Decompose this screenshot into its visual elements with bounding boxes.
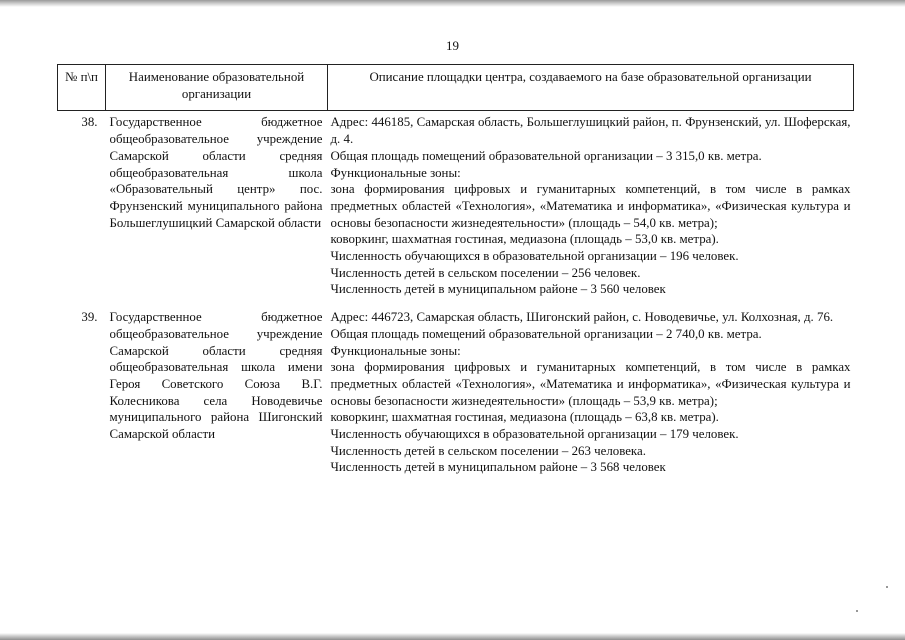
students-count: Численность обучающихся в образовательной организации – 179 человек. <box>330 427 739 442</box>
zones-heading: Функциональные зоны: <box>330 343 461 358</box>
organization-name: Государственное бюджетное общеобразовательное учреждение Самарской области средняя общеобразовательная школа «Образовательный центр» пос. Фрунзенский муниципального района Большеглушицкий Самарской области <box>109 115 323 230</box>
address-line: Адрес: 446723, Самарская область, Шигонский район, с. Новодевичье, ул. Колхозная, д. 76. <box>330 310 834 325</box>
settlement-children-count: Численность детей в сельском поселении – 256 человек. <box>330 265 641 280</box>
scan-speck <box>886 586 888 588</box>
center-description <box>328 111 854 306</box>
row-number: 38. <box>81 115 98 130</box>
zones-heading: Функциональные зоны: <box>330 165 461 180</box>
table-header-row <box>58 65 854 111</box>
settlement-children-count: Численность детей в сельском поселении – 263 человека. <box>330 443 646 458</box>
page-number: 19 <box>446 38 459 53</box>
table-row <box>58 306 854 476</box>
row-number: 39. <box>81 310 98 325</box>
table-row <box>58 111 854 306</box>
scan-edge-bottom <box>0 633 905 640</box>
header-center-description: Описание площадки центра, создаваемого на базе образовательной организации <box>328 65 854 111</box>
zone-coworking: коворкинг, шахматная гостиная, медиазона (площадь – 63,8 кв. метра). <box>330 410 719 425</box>
students-count: Численность обучающихся в образовательной организации – 196 человек. <box>330 249 739 264</box>
zone-competencies: зона формирования цифровых и гуманитарных компетенций, в том числе в рамках предметных областей «Технология», «Математика и информатика», «Физическая культура и основы безопасности жизнедеятельности» (площадь – 54,0 кв. метра); <box>330 182 851 230</box>
total-area-line: Общая площадь помещений образовательной организации – 2 740,0 кв. метра. <box>330 326 762 341</box>
center-description <box>328 306 854 476</box>
centers-table <box>57 64 854 476</box>
district-children-count: Численность детей в муниципальном районе – 3 568 человек <box>330 460 666 475</box>
scan-speck <box>856 610 858 612</box>
header-number: № п\п <box>58 65 106 111</box>
total-area-line: Общая площадь помещений образовательной организации – 3 315,0 кв. метра. <box>330 148 762 163</box>
scan-edge-top <box>0 0 905 7</box>
header-organization-name: Наименование образовательной организации <box>106 65 328 111</box>
organization-name: Государственное бюджетное общеобразовательное учреждение Самарской области средняя общеобразовательная школа имени Героя Советского Союза В.Г. Колесникова села Новодевичье муниципального района Шигонский Самарской области <box>109 310 323 442</box>
zone-coworking: коворкинг, шахматная гостиная, медиазона (площадь – 53,0 кв. метра). <box>330 232 719 247</box>
zone-competencies: зона формирования цифровых и гуманитарных компетенций, в том числе в рамках предметных областей «Технология», «Математика и информатика», «Физическая культура и основы безопасности жизнедеятельности» (площадь – 53,9 кв. метра); <box>330 360 851 408</box>
district-children-count: Численность детей в муниципальном районе – 3 560 человек <box>330 282 666 297</box>
address-line: Адрес: 446185, Самарская область, Большеглушицкий район, п. Фрунзенский, ул. Шоферская, д. 4. <box>330 115 851 147</box>
